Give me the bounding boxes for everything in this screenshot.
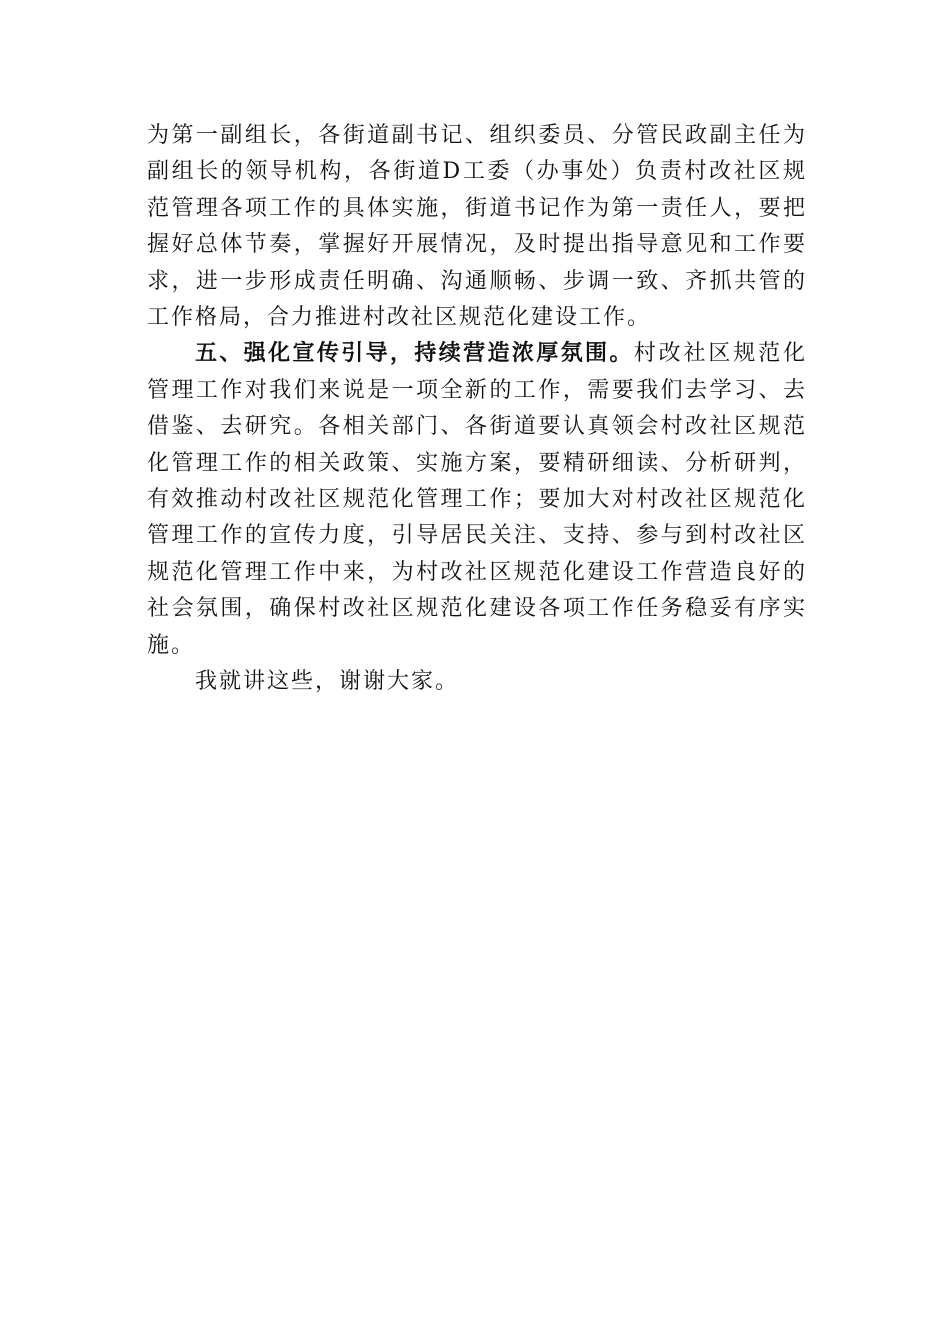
document-body: [147, 118, 807, 701]
section-five-heading: 五、强化宣传引导，持续营造浓厚氛围。: [195, 341, 634, 367]
paragraph-section-five: [147, 336, 807, 664]
paragraph-leadership-structure: [147, 118, 807, 336]
paragraph-text: 我就讲这些，谢谢大家。: [195, 669, 460, 695]
paragraph-text: 为第一副组长，各街道副书记、组织委员、分管民政副主任为副组长的领导机构，各街道D工委（办事处）负责村改社区规范管理各项工作的具体实施，街道书记作为第一责任人，要把握好总体节奏，掌握好开展情况，及时提出指导意见和工作要求，进一步形成责任明确、沟通顺畅、步调一致、齐抓共管的工作格局，合力推进村改社区规范化建设工作。: [147, 123, 807, 331]
paragraph-closing: [147, 664, 807, 700]
paragraph-text: 村改社区规范化管理工作对我们来说是一项全新的工作，需要我们去学习、去借鉴、去研究。各相关部门、各街道要认真领会村改社区规范化管理工作的相关政策、实施方案，要精研细读、分析研判，有效推动村改社区规范化管理工作；要加大对村改社区规范化管理工作的宣传力度，引导居民关注、支持、参与到村改社区规范化管理工作中来，为村改社区规范化建设工作营造良好的社会氛围，确保村改社区规范化建设各项工作任务稳妥有序实施。: [147, 341, 807, 658]
